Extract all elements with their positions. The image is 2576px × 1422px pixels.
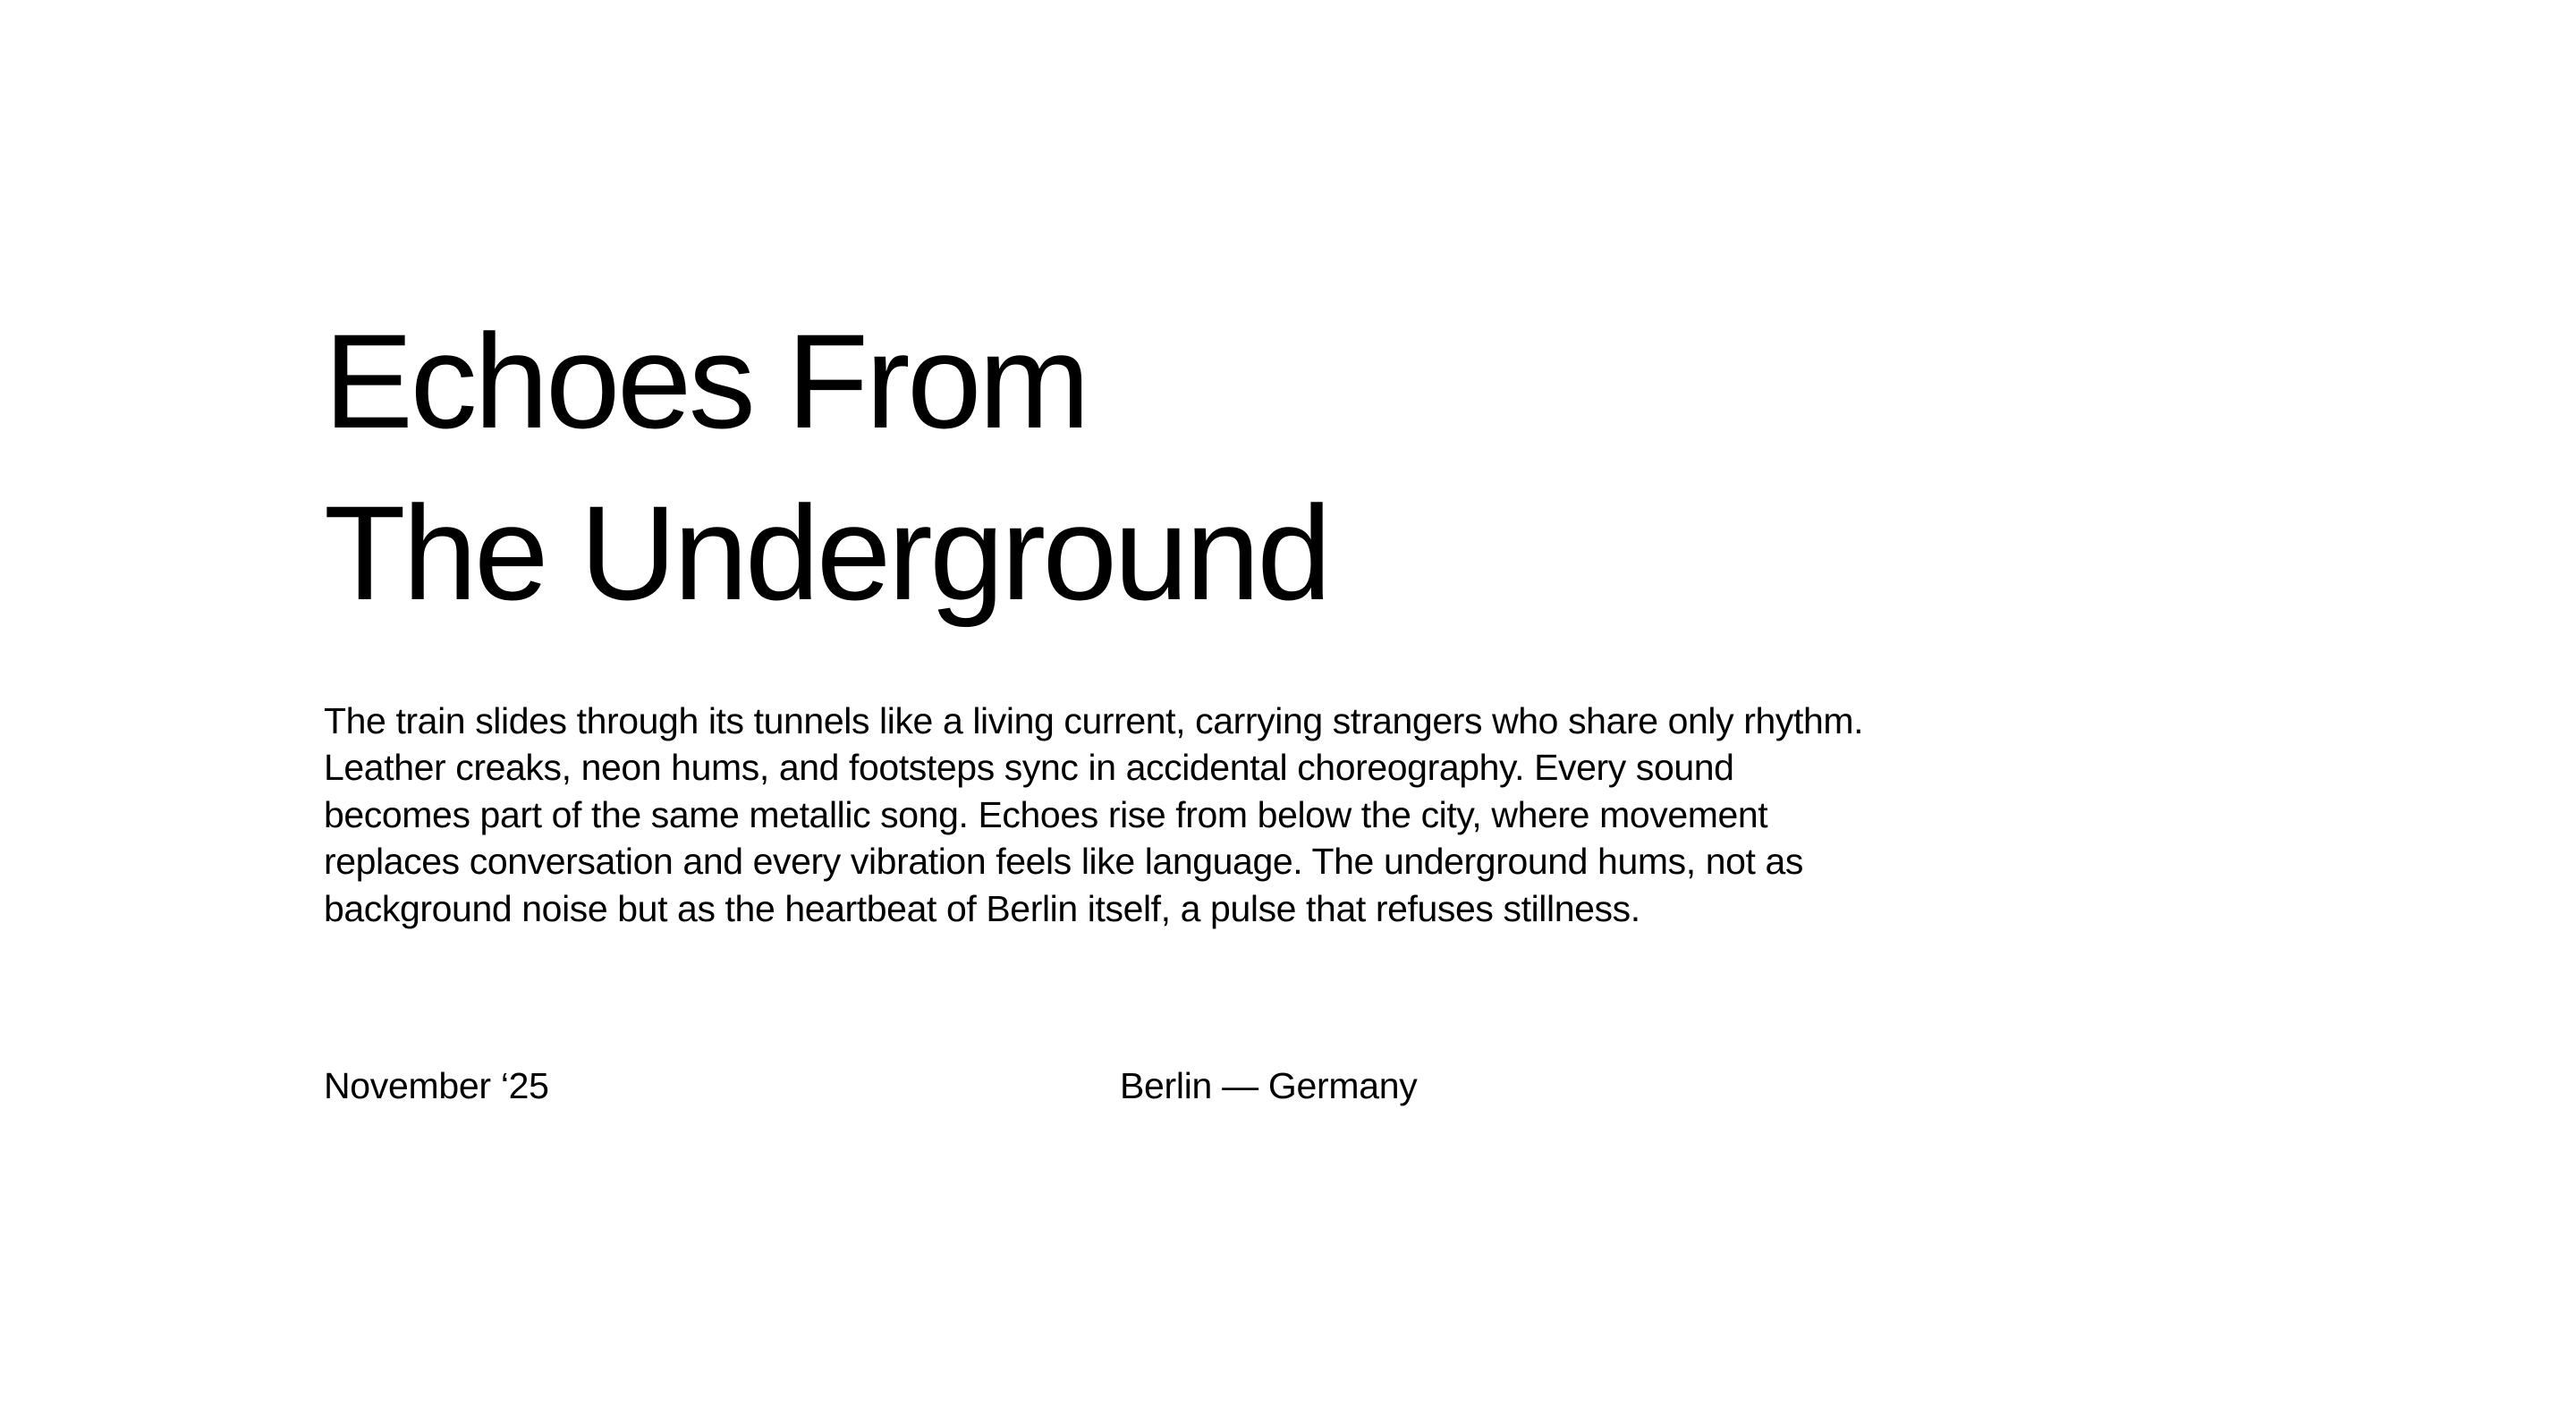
body-line-3: becomes part of the same metallic song. Echoes rise from below the city, where movement	[324, 793, 1768, 835]
body-line-5: background noise but as the heartbeat of Berlin itself, a pulse that refuses stillness.	[324, 887, 1640, 929]
meta-location: Berlin — Germany	[1120, 1065, 1418, 1106]
meta-date: November ‘25	[324, 1065, 549, 1106]
body-line-4: replaces conversation and every vibration feels like language. The underground hums, not as	[324, 841, 1803, 883]
body-paragraph	[324, 698, 2327, 932]
body-line-1: The train slides through its tunnels like a living current, carrying strangers who share only rhythm.	[324, 700, 1864, 741]
title-line-1: Echoes From	[324, 306, 1088, 456]
body-line-2: Leather creaks, neon hums, and footsteps sync in accidental choreography. Every sound	[324, 747, 1734, 789]
meta-row	[324, 1064, 1576, 1108]
page-title	[324, 295, 2292, 639]
title-line-2: The Underground	[324, 478, 1329, 628]
